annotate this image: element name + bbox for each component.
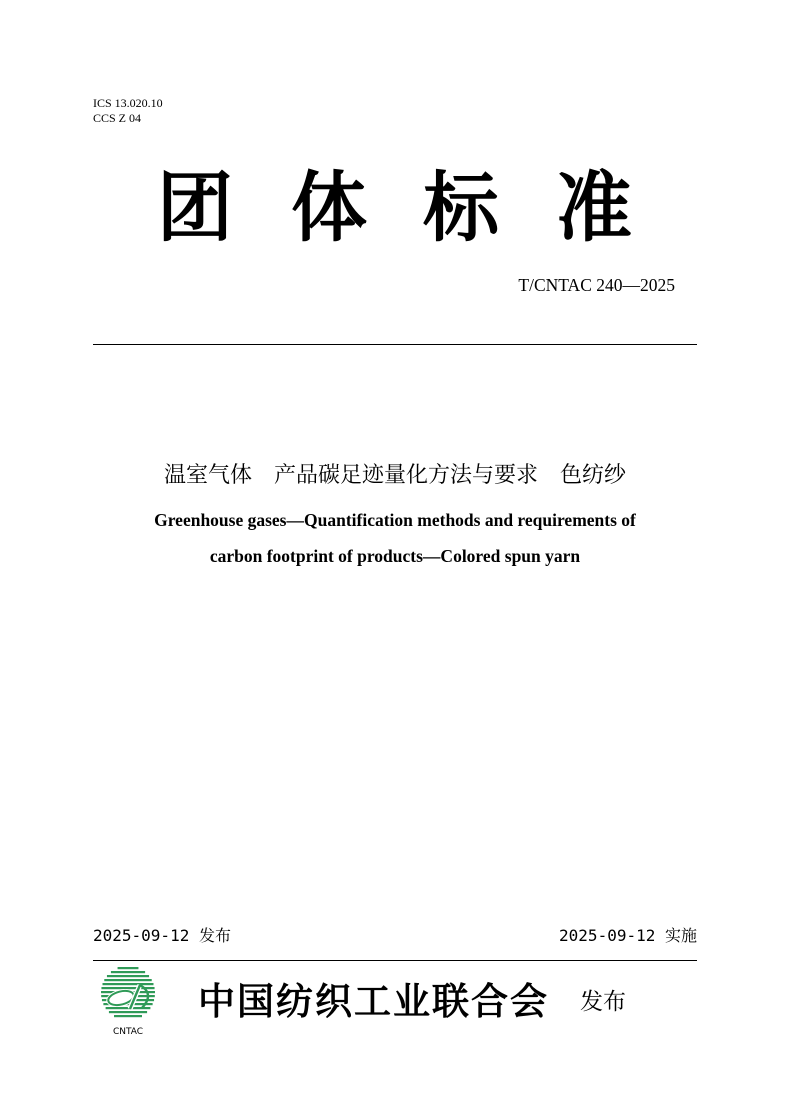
title-english-line-1: Greenhouse gases—Quantification methods and requirements of	[154, 510, 636, 530]
publish-date: 2025-09-12 发布	[93, 926, 231, 945]
logo-stripe	[107, 975, 149, 977]
doc-type-char: 标	[423, 163, 499, 252]
logo-stripe	[109, 1011, 147, 1013]
standard-number: T/CNTAC 240—2025	[518, 275, 675, 295]
logo-stripe	[103, 983, 154, 985]
implement-date: 2025-09-12 实施	[559, 926, 697, 945]
logo-stripe	[101, 987, 154, 989]
logo-stripe	[118, 967, 139, 969]
logo-stripe	[111, 971, 145, 973]
logo-caption: CNTAC	[112, 1027, 144, 1037]
logo-stripe	[114, 1015, 142, 1017]
issuer-action: 发布	[580, 989, 626, 1015]
issuer-name: 中国纺织工业联合会	[198, 980, 549, 1023]
title-english-line-2: carbon footprint of products—Colored spun yarn	[209, 546, 581, 566]
logo-stripe	[104, 979, 151, 981]
doc-type-char: 团	[157, 163, 233, 252]
doc-type-char: 体	[291, 163, 367, 252]
top-divider	[93, 344, 697, 345]
ccs-code: CCS Z 04	[93, 111, 142, 125]
cntac-logo-icon	[99, 966, 157, 1022]
bottom-divider	[93, 960, 697, 961]
ics-code: ICS 13.020.10	[93, 96, 163, 110]
doc-type-char: 准	[556, 163, 632, 252]
title-chinese: 温室气体 产品碳足迹量化方法与要求 色纺纱	[163, 463, 626, 488]
